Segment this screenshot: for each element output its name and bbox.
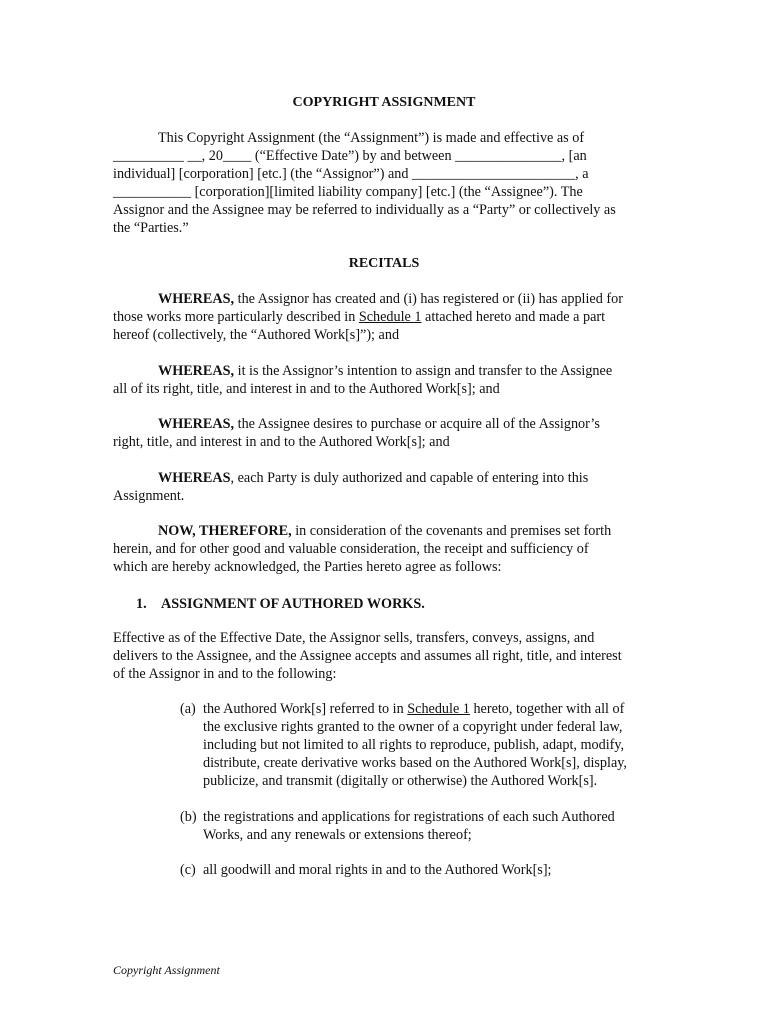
schedule-1-reference: Schedule 1 [407, 701, 470, 717]
intro-line: the “Parties.” [113, 220, 189, 236]
recital-paragraph-1: WHEREAS, the Assignor has created and (i) has registered or (ii) has applied for those works more particularly described in Schedule 1 attached hereto and made a part hereof (collectively, the “Authored Work[s]”); and [113, 291, 623, 343]
list-marker: (a) [180, 701, 196, 717]
intro-line: __________ __, 20____ (“Effective Date”) by and between _______________, [an [113, 148, 587, 164]
section-1-heading [136, 595, 425, 613]
now-therefore-paragraph: NOW, THEREFORE, in consideration of the covenants and premises set forth herein, and for other good and valuable consideration, the receipt and sufficiency of which are hereby acknowledged, the Parties hereto agree as follows: [113, 523, 612, 575]
schedule-1-reference: Schedule 1 [358, 309, 422, 325]
recital-paragraph-4: WHEREAS, each Party is duly authorized and capable of entering into this Assignment. [113, 470, 589, 504]
section-number: 1. [136, 596, 147, 612]
section-title: ASSIGNMENT OF AUTHORED WORKS. [160, 596, 425, 612]
document-page: COPYRIGHT ASSIGNMENT This Copyright Assignment (the “Assignment”) is made and effective as of __________ __, 20____ (“Effective Date”) by and between _______________, [an individual] [corporation] [etc.] (the “Assignor”) and _______________________, a ___________ [corporation][limited liability company] [etc.] (the “Assignee”). The Assignor and the Assignee may be referred to individually as a “Party” or collectively as the “Parties.” RECITALS WHEREAS, the Assignor has created and (i) has registered or (ii) has applied for those works more particularly described in Schedule 1 attached hereto and made a part hereof (collectively, the “Authored Work[s]”); and WHEREAS, it is the Assignor’s intention to assign and transfer to the Assignee all of its right, title, and interest in and to the Authored Work[s]; and WHEREAS, the Assignee desires to purchase or acquire all of the Assignor’s right, title, and interest in and to the Authored Work[s]; and WHEREAS, each Party is duly authorized and capable of entering into this Assignment. NOW, THEREFORE, in consideration of the covenants and premises set forth herein, and for other good and valuable consideration, the receipt and sufficiency of which are hereby acknowledged, the Parties hereto agree as follows: 1. ASSIGNMENT OF AUTHORED WORKS. Effective as of the Effective Date, the Assignor sells, transfers, conveys, assigns, and delivers to the Assignee, and the Assignee accepts and assumes all right, title, and interest of the Assignor in and to the following: (a) the Authored Work[s] referred to in Schedule 1 hereto, together with all of the exclusive rights granted to the owner of a copyright under federal law, including but not limited to all rights to reproduce, publish, adapt, modify, distribute, create derivative works based on the Authored Work[s], display, publicize, and transmit (digitally or otherwise) the Authored Work[s]. (b) the registrations and applications for registrations of each such Authored Works, and any renewals or extensions thereof; (c) all goodwill and moral rights in and to the Authored Work[s]; Copyright Assignment [0, 0, 768, 1024]
page-footer: Copyright Assignment [113, 963, 220, 977]
section-1-body: Effective as of the Effective Date, the Assignor sells, transfers, conveys, assigns, and delivers to the Assignee, and the Assignee accepts and assumes all right, title, and interest of the Assignor in and to the following: [113, 630, 622, 682]
intro-line: Assignor and the Assignee may be referred to individually as a “Party” or collectively as [113, 202, 616, 218]
whereas-label: WHEREAS, [158, 363, 235, 379]
recital-paragraph-3: WHEREAS, the Assignee desires to purchase or acquire all of the Assignor’s right, title, and interest in and to the Authored Work[s]; and [113, 416, 600, 450]
list-marker: (b) [180, 809, 197, 825]
document-title: COPYRIGHT ASSIGNMENT [292, 95, 476, 110]
recital-paragraph-2: WHEREAS, it is the Assignor’s intention to assign and transfer to the Assignee all of its right, title, and interest in and to the Authored Work[s]; and [113, 363, 613, 397]
whereas-label: WHEREAS [158, 470, 231, 486]
intro-line: individual] [corporation] [etc.] (the “Assignor”) and _______________________, a [113, 166, 589, 182]
recitals-heading: RECITALS [348, 256, 420, 271]
list-marker: (c) [180, 862, 196, 878]
intro-line: ___________ [corporation][limited liability company] [etc.] (the “Assignee”). The [113, 184, 583, 200]
intro-line: This Copyright Assignment (the “Assignment”) is made and effective as of [158, 130, 585, 146]
whereas-label: WHEREAS, [158, 291, 235, 307]
intro-paragraph [113, 129, 653, 237]
now-therefore-label: NOW, THEREFORE, [158, 523, 292, 539]
whereas-label: WHEREAS, [158, 416, 235, 432]
